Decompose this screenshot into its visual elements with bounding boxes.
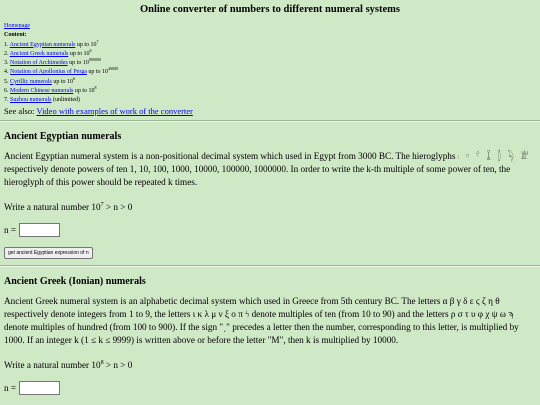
toc-item: [4, 96, 540, 105]
prompt-tail: > n > 0: [103, 359, 133, 370]
toc-item-link[interactable]: Ancient Greek numerals: [9, 50, 69, 57]
toc-item: [4, 59, 540, 68]
toc-item-range: up to 10: [69, 60, 89, 67]
toc-item-number: 1.: [4, 41, 9, 48]
toc-item-exponent: 6: [73, 75, 75, 81]
toc-item-number: 2.: [4, 50, 9, 57]
prompt-exponent: 7: [100, 201, 104, 208]
egyptian-text-before: Ancient Egyptian numeral system is a non-positional decimal system which used in Egypt from 3000 BC. The hieroglyphs: [4, 150, 456, 161]
egyptian-description: [4, 150, 536, 189]
toc-item: [4, 68, 540, 77]
toc-item-range: up to 10: [74, 88, 95, 95]
divider: [0, 120, 540, 122]
video-examples-link[interactable]: Video with examples of work of the converter: [36, 105, 193, 116]
prompt-exponent: 8: [100, 359, 104, 366]
homepage-link[interactable]: Homepage: [4, 23, 30, 29]
toc-item-link[interactable]: Notation of Archimedes: [10, 60, 68, 67]
toc-item-exponent: 800000: [88, 57, 101, 63]
toc-item: [4, 47, 540, 59]
toc-item-range: up to 10: [53, 78, 73, 85]
toc-item-number: 5.: [4, 78, 9, 85]
toc-item-range: up to 10: [88, 69, 109, 76]
egyptian-n-row: [4, 223, 536, 237]
egyptian-heading: Ancient Egyptian numerals: [4, 130, 122, 142]
toc-item-number: 4.: [4, 69, 9, 76]
greek-description: Ancient Greek numeral system is an alphabetic decimal system which used in Greece from 5th century BC. The letters α β γ δ ε ϛ ζ η θ respectively denote integers from 1 to 9, the letters ι κ λ μ ν ξ ο π ϟ denote multiples of ten (from 10 to 90) and the letters ρ σ τ υ φ χ ψ ω ϡ denote multiples of hundred (from 100 to 900). If the sign "͵" precedes a letter then the number, corresponding to this letter, is multiplied by 1000. If an integer k (1 ≤ k ≤ 9999) is written above or before the letter "M", then k is multiplied by 10000.: [4, 295, 519, 345]
toc-item-exponent: 8: [94, 85, 97, 91]
toc-list: [4, 38, 540, 106]
toc-item: [4, 87, 540, 96]
prompt-text: Write a natural number 10: [4, 359, 101, 370]
n-label: n =: [4, 382, 17, 393]
toc-item-number: 6.: [4, 88, 9, 95]
toc-item-link[interactable]: Cyrillic numerals: [10, 78, 52, 85]
egyptian-text-after: respectively denote powers of ten 1, 10, 100, 1000, 10000, 100000, 1000000. In order to write the k-th multiple of some power of ten, the hieroglyph of this power should be repeated k times.: [4, 163, 511, 187]
hieroglyphs: 𓏺 𓎆 𓍢 𓆼 𓂭 𓆐 𓁨: [457, 150, 531, 162]
egyptian-prompt: [4, 202, 536, 212]
prompt-tail: > n > 0: [103, 201, 133, 212]
see-also: [0, 106, 540, 116]
toc-item-range: up to 10: [69, 50, 90, 57]
n-label: n =: [4, 224, 17, 235]
toc-item: [4, 75, 540, 87]
toc-item-range: (unlimited): [53, 97, 80, 104]
toc-item-exponent: 7: [96, 38, 99, 44]
toc-item-link[interactable]: Ancient Egyptian numerals: [9, 41, 76, 48]
toc-item-exponent: 8: [89, 47, 92, 53]
divider: [0, 265, 540, 267]
toc-item-link[interactable]: Notation of Apollonius of Perga: [10, 69, 87, 76]
prompt-text: Write a natural number 10: [4, 201, 101, 212]
table-of-contents: [0, 22, 540, 106]
toc-item-number: 3.: [4, 60, 9, 67]
toc-item-exponent: 40000: [108, 66, 119, 72]
egyptian-section: [0, 131, 540, 259]
toc-item-number: 7.: [4, 97, 9, 104]
toc-item-link[interactable]: Suzhou numerals: [10, 97, 52, 104]
greek-n-input[interactable]: [19, 381, 60, 395]
page-title: Online converter of numbers to different numeral systems: [139, 4, 401, 15]
egyptian-convert-button[interactable]: get ancient Egyptian expression of n: [4, 247, 93, 259]
toc-item: [4, 38, 540, 50]
greek-section: [0, 276, 540, 395]
egyptian-n-input[interactable]: [19, 223, 60, 237]
greek-n-row: [4, 381, 536, 395]
see-also-label: See also:: [4, 105, 35, 116]
greek-heading: Ancient Greek (Ionian) numerals: [4, 275, 146, 287]
toc-item-range: up to 10: [76, 41, 97, 48]
greek-prompt: [4, 360, 536, 370]
toc-item-link[interactable]: Modern Chinese numerals: [10, 88, 74, 95]
content-label: Content:: [4, 32, 27, 39]
